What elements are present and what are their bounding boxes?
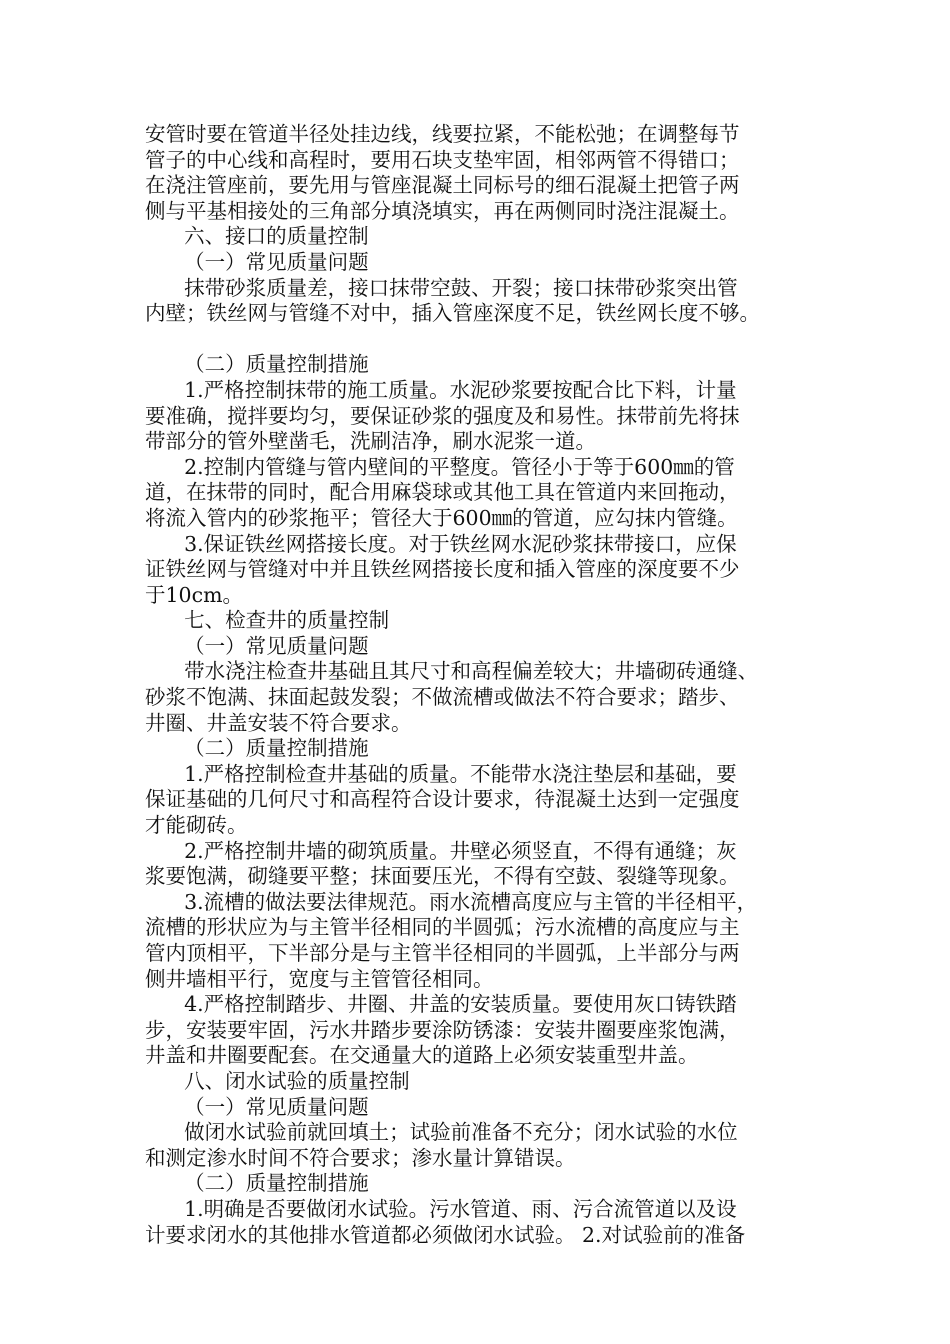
text-line: 将流入管内的砂浆拖平；管径大于600㎜的管道，应勾抹内管缝。 bbox=[145, 505, 738, 530]
text-line: 和测定渗水时间不符合要求；渗水量计算错误。 bbox=[145, 1145, 576, 1170]
text-line: 带水浇注检查井基础且其尺寸和高程偏差较大；井墙砌砖通缝、 bbox=[145, 659, 759, 684]
text-line: 井盖和井圈要配套。在交通量大的道路上必须安装重型井盖。 bbox=[145, 1043, 699, 1068]
subsection-heading: （一）常见质量问题 bbox=[145, 633, 369, 658]
text-line: 要准确，搅拌要均匀，要保证砂浆的强度及和易性。抹带前先将抹 bbox=[145, 403, 740, 428]
text-line: 道，在抹带的同时，配合用麻袋球或其他工具在管道内来回拖动， bbox=[145, 480, 740, 505]
blank-line bbox=[145, 327, 815, 353]
text-line: 侧井墙相平行，宽度与主管管径相同。 bbox=[145, 966, 494, 991]
text-line: 4.严格控制踏步、井圈、井盖的安装质量。要使用灰口铸铁踏 bbox=[145, 992, 737, 1017]
text-line: 抹带砂浆质量差，接口抹带空鼓、开裂；接口抹带砂浆突出管 bbox=[145, 275, 738, 300]
text-line: 3.流槽的做法要法律规范。雨水流槽高度应与主管的半径相平， bbox=[145, 889, 758, 914]
section-heading: 七、检查井的质量控制 bbox=[145, 608, 390, 633]
text-line: 保证基础的几何尺寸和高程符合设计要求，待混凝土达到一定强度 bbox=[145, 787, 740, 812]
subsection-heading: （一）常见质量问题 bbox=[145, 249, 369, 274]
text-line: 内壁；铁丝网与管缝不对中，插入管座深度不足，铁丝网长度不够。 bbox=[145, 301, 760, 326]
text-line: 于10cm。 bbox=[145, 582, 244, 607]
text-line: 管内顶相平，下半部分是与主管半径相同的半圆弧，上半部分与两 bbox=[145, 941, 740, 965]
subsection-heading: （二）质量控制措施 bbox=[145, 352, 369, 377]
text-line: 管子的中心线和高程时，要用石块支垫牢固，相邻两管不得错口； bbox=[145, 147, 740, 172]
text-line: 计要求闭水的其他排水管道都必须做闭水试验。 2.对试验前的准备 bbox=[145, 1222, 746, 1247]
text-line: 在浇注管座前，要先用与管座混凝土同标号的细石混凝土把管子两 bbox=[145, 173, 740, 198]
text-line: 才能砌砖。 bbox=[145, 813, 248, 838]
text-line: 做闭水试验前就回填土；试验前准备不充分；闭水试验的水位 bbox=[145, 1120, 738, 1145]
text-line: 1.严格控制抹带的施工质量。水泥砂浆要按配合比下料，计量 bbox=[145, 377, 737, 402]
document-body bbox=[145, 122, 815, 1248]
text-line: 证铁丝网与管缝对中并且铁丝网搭接长度和插入管座的深度要不少 bbox=[145, 557, 740, 582]
text-line: 步，安装要牢固，污水井踏步要涂防锈漆：安装井圈要座浆饱满， bbox=[145, 1017, 740, 1042]
subsection-heading: （二）质量控制措施 bbox=[145, 1171, 369, 1196]
text-line: 2.控制内管缝与管内壁间的平整度。管径小于等于600㎜的管 bbox=[145, 454, 735, 479]
section-heading: 六、接口的质量控制 bbox=[145, 224, 369, 249]
text-line: 1.明确是否要做闭水试验。污水管道、雨、污合流管道以及设 bbox=[145, 1196, 737, 1221]
subsection-heading: （二）质量控制措施 bbox=[145, 736, 369, 761]
subsection-heading: （一）常见质量问题 bbox=[145, 1094, 369, 1119]
text-line: 3.保证铁丝网搭接长度。对于铁丝网水泥砂浆抹带接口，应保 bbox=[145, 531, 737, 556]
text-line: 带部分的管外壁凿毛，洗刷洁净，刷水泥浆一道。 bbox=[145, 429, 596, 454]
text-line: 浆要饱满，砌缝要平整；抹面要压光，不得有空鼓、裂缝等现象。 bbox=[145, 864, 740, 889]
text-line: 砂浆不饱满、抹面起鼓发裂；不做流槽或做法不符合要求；踏步、 bbox=[145, 685, 740, 710]
text-line: 1.严格控制检查井基础的质量。不能带水浇注垫层和基础，要 bbox=[145, 761, 737, 786]
text-line: 2.严格控制井墙的砌筑质量。井壁必须竖直，不得有通缝；灰 bbox=[145, 838, 737, 863]
section-heading: 八、闭水试验的质量控制 bbox=[145, 1068, 410, 1093]
text-line: 井圈、井盖安装不符合要求。 bbox=[145, 710, 412, 735]
text-line: 流槽的形状应为与主管半径相同的半圆弧；污水流槽的高度应与主 bbox=[145, 915, 740, 940]
text-line: 安管时要在管道半径处挂边线，线要拉紧，不能松弛；在调整每节 bbox=[145, 122, 740, 146]
text-line: 侧与平基相接处的三角部分填浇填实，再在两侧同时浇注混凝土。 bbox=[145, 198, 740, 223]
